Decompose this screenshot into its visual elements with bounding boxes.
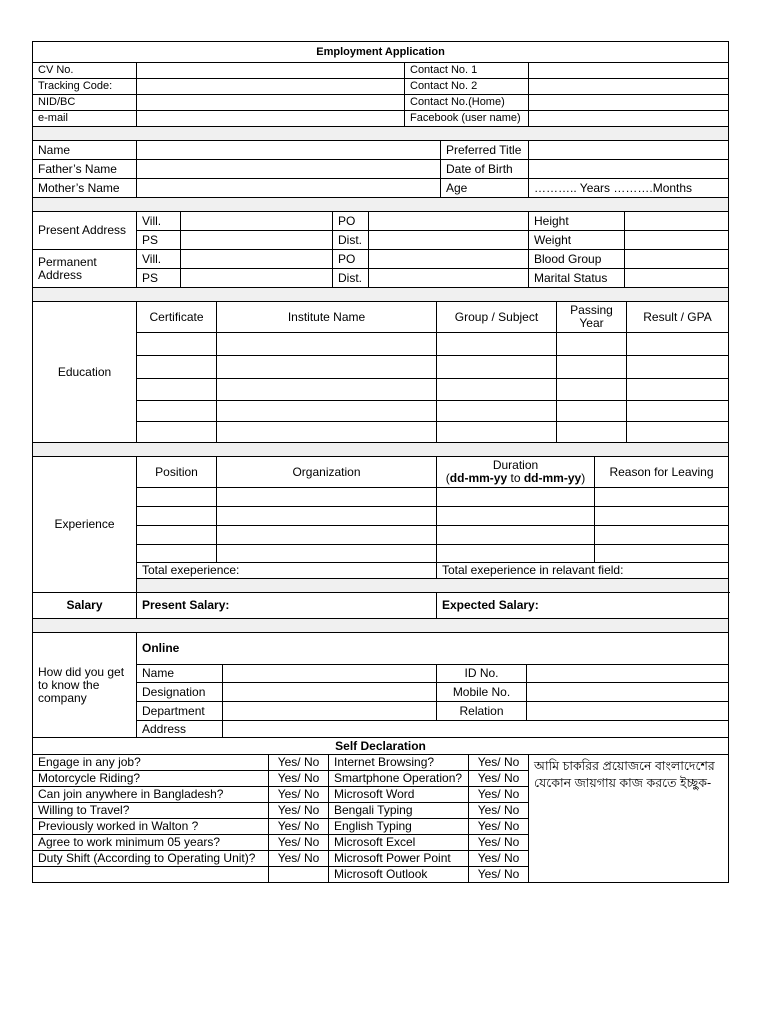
age-field[interactable]: ……….. Years ……….Months [529,179,729,198]
education-cell[interactable] [557,401,627,422]
permanent-dist-field[interactable] [369,269,529,288]
yes-no-option[interactable]: Yes/ No [469,819,529,835]
table-row [33,356,729,379]
skill-question: Microsoft Power Point [329,851,469,867]
experience-cell[interactable] [437,545,595,563]
tracking-code-label: Tracking Code: [33,79,137,95]
present-dist-field[interactable] [369,231,529,250]
table-row [33,526,729,545]
contact-1-label: Contact No. 1 [405,63,529,79]
cv-no-field[interactable] [137,63,405,79]
present-salary-field[interactable]: Present Salary: [137,593,437,619]
experience-cell[interactable] [437,526,595,545]
present-vill-label: Vill. [137,212,181,231]
section-divider [33,619,729,633]
fathers-name-field[interactable] [137,160,441,179]
date-of-birth-label: Date of Birth [441,160,529,179]
experience-cell[interactable] [217,488,437,507]
education-cell[interactable] [437,356,557,379]
experience-cell[interactable] [137,507,217,526]
skill-question: Bengali Typing [329,803,469,819]
education-cell[interactable] [627,333,729,356]
education-cell[interactable] [557,379,627,401]
yes-no-option[interactable]: Yes/ No [469,771,529,787]
contact-2-field[interactable] [529,79,729,95]
education-cell[interactable] [217,356,437,379]
education-cell[interactable] [437,379,557,401]
education-cell[interactable] [437,333,557,356]
present-address-label: Present Address [33,212,137,250]
education-cell[interactable] [557,333,627,356]
present-ps-field[interactable] [181,231,333,250]
date-of-birth-field[interactable] [529,160,729,179]
permanent-po-label: PO [333,250,369,269]
skill-question: Microsoft Word [329,787,469,803]
experience-cell[interactable] [137,488,217,507]
experience-cell[interactable] [595,488,729,507]
education-cell[interactable] [137,379,217,401]
id-no-field[interactable] [527,665,729,683]
declaration-question: Willing to Travel? [33,803,269,819]
salary-table [32,592,729,633]
yes-no-option[interactable]: Yes/ No [469,867,529,883]
declaration-question-empty [33,867,269,883]
yes-no-option[interactable]: Yes/ No [269,771,329,787]
referral-address-label: Address [137,721,223,738]
table-row [33,507,729,526]
skill-question: English Typing [329,819,469,835]
email-label: e-mail [33,111,137,127]
contact-2-label: Contact No. 2 [405,79,529,95]
education-cell[interactable] [627,356,729,379]
experience-label: Experience [33,457,137,593]
salary-label: Salary [33,593,137,619]
marital-status-label: Marital Status [529,269,625,288]
experience-cell[interactable] [137,545,217,563]
weight-label: Weight [529,231,625,250]
present-po-label: PO [333,212,369,231]
declaration-question: Can join anywhere in Bangladesh? [33,787,269,803]
blood-group-field[interactable] [625,250,729,269]
mothers-name-field[interactable] [137,179,441,198]
education-cell[interactable] [557,356,627,379]
section-divider [137,579,729,593]
education-cell[interactable] [217,379,437,401]
present-po-field[interactable] [369,212,529,231]
declaration-question: Motorcycle Riding? [33,771,269,787]
duration-label: Duration [492,458,539,472]
skill-question: Internet Browsing? [329,755,469,771]
mobile-no-label: Mobile No. [437,683,527,702]
relation-field[interactable] [527,702,729,721]
experience-cell[interactable] [217,507,437,526]
designation-label: Designation [137,683,223,702]
education-cell[interactable] [137,401,217,422]
present-dist-label: Dist. [333,231,369,250]
self-declaration-title: Self Declaration [33,738,729,755]
yes-no-option[interactable]: Yes/ No [269,835,329,851]
education-header-certificate: Certificate [137,302,217,333]
experience-cell[interactable] [595,507,729,526]
experience-cell[interactable] [437,488,595,507]
contact-1-field[interactable] [529,63,729,79]
table-row [33,401,729,422]
yes-no-option[interactable]: Yes/ No [269,755,329,771]
address-table [32,211,729,302]
department-label: Department [137,702,223,721]
experience-cell[interactable] [595,545,729,563]
total-experience-label[interactable]: Total exeperience: [137,563,437,579]
permanent-address-label: Permanent Address [33,250,137,288]
referral-name-field[interactable] [223,665,437,683]
section-divider [33,443,729,457]
table-row [33,488,729,507]
education-cell[interactable] [137,356,217,379]
education-cell[interactable] [627,401,729,422]
online-option[interactable]: Online [137,633,729,665]
declaration-question: Engage in any job? [33,755,269,771]
education-cell[interactable] [137,422,217,443]
form-title: Employment Application [33,42,729,63]
contact-table [32,41,729,141]
weight-field[interactable] [625,231,729,250]
education-table [32,301,729,457]
total-relevant-experience-label[interactable]: Total exeperience in relavant field: [437,563,729,579]
preferred-title-field[interactable] [529,141,729,160]
education-header-result: Result / GPA [627,302,729,333]
permanent-dist-label: Dist. [333,269,369,288]
education-cell[interactable] [627,379,729,401]
facebook-label: Facebook (user name) [405,111,529,127]
referral-address-field[interactable] [223,721,729,738]
blood-group-label: Blood Group [529,250,625,269]
duration-format: (dd-mm-yy to dd-mm-yy) [445,471,586,485]
yes-no-option[interactable]: Yes/ No [269,819,329,835]
fathers-name-label: Father’s Name [33,160,137,179]
self-declaration-table [32,737,729,883]
yes-no-option[interactable]: Yes/ No [469,755,529,771]
yes-no-option[interactable]: Yes/ No [469,851,529,867]
referral-name-label: Name [137,665,223,683]
yes-no-option[interactable]: Yes/ No [469,787,529,803]
permanent-vill-label: Vill. [137,250,181,269]
section-divider [33,198,729,212]
experience-cell[interactable] [595,526,729,545]
referral-table [32,632,729,738]
bengali-declaration-note: আমি চাকরির প্রয়োজনে বাংলাদেশের যেকোন জায়গায় কাজ করতে ইচ্ছুক- [529,755,729,883]
department-field[interactable] [223,702,437,721]
experience-header-organization: Organization [217,457,437,488]
permanent-ps-field[interactable] [181,269,333,288]
table-row [33,422,729,443]
experience-cell[interactable] [217,526,437,545]
experience-header-reason: Reason for Leaving [595,457,729,488]
declaration-question: Previously worked in Walton ? [33,819,269,835]
experience-cell[interactable] [437,507,595,526]
experience-cell[interactable] [137,526,217,545]
personal-table [32,140,729,212]
marital-status-field[interactable] [625,269,729,288]
education-label: Education [33,302,137,443]
education-header-group: Group / Subject [437,302,557,333]
tracking-code-field[interactable] [137,79,405,95]
id-no-label: ID No. [437,665,527,683]
table-row [33,379,729,401]
education-cell[interactable] [557,422,627,443]
experience-table [32,456,729,593]
email-field[interactable] [137,111,405,127]
nid-bc-label: NID/BC [33,95,137,111]
mobile-no-field[interactable] [527,683,729,702]
mothers-name-label: Mother’s Name [33,179,137,198]
contact-home-field[interactable] [529,95,729,111]
present-ps-label: PS [137,231,181,250]
facebook-field[interactable] [529,111,729,127]
nid-bc-field[interactable] [137,95,405,111]
experience-header-duration [437,457,595,488]
yes-no-option[interactable]: Yes/ No [269,851,329,867]
contact-home-label: Contact No.(Home) [405,95,529,111]
height-field[interactable] [625,212,729,231]
skill-question: Microsoft Excel [329,835,469,851]
experience-header-position: Position [137,457,217,488]
permanent-vill-field[interactable] [181,250,333,269]
name-label: Name [33,141,137,160]
cv-no-label: CV No. [33,63,137,79]
permanent-po-field[interactable] [369,250,529,269]
section-divider [33,288,729,302]
how-did-you-know-label: How did you get to know the company [33,633,137,738]
table-row [33,333,729,356]
height-label: Height [529,212,625,231]
experience-cell[interactable] [217,545,437,563]
preferred-title-label: Preferred Title [441,141,529,160]
present-vill-field[interactable] [181,212,333,231]
education-header-institute: Institute Name [217,302,437,333]
education-cell[interactable] [217,333,437,356]
yes-no-option[interactable]: Yes/ No [269,787,329,803]
yes-no-option[interactable]: Yes/ No [469,803,529,819]
designation-field[interactable] [223,683,437,702]
table-row [33,545,729,563]
education-cell[interactable] [437,401,557,422]
age-label: Age [441,179,529,198]
education-cell[interactable] [137,333,217,356]
skill-question: Smartphone Operation? [329,771,469,787]
yes-no-empty [269,867,329,883]
declaration-question: Agree to work minimum 05 years? [33,835,269,851]
permanent-ps-label: PS [137,269,181,288]
expected-salary-field[interactable]: Expected Salary: [437,593,729,619]
education-cell[interactable] [217,401,437,422]
relation-label: Relation [437,702,527,721]
education-cell[interactable] [437,422,557,443]
name-field[interactable] [137,141,441,160]
education-cell[interactable] [217,422,437,443]
education-cell[interactable] [627,422,729,443]
education-header-passing-year: Passing Year [557,302,627,333]
employment-application-form [32,41,728,883]
yes-no-option[interactable]: Yes/ No [469,835,529,851]
skill-question: Microsoft Outlook [329,867,469,883]
section-divider [33,127,729,141]
yes-no-option[interactable]: Yes/ No [269,803,329,819]
declaration-question: Duty Shift (According to Operating Unit)? [33,851,269,867]
